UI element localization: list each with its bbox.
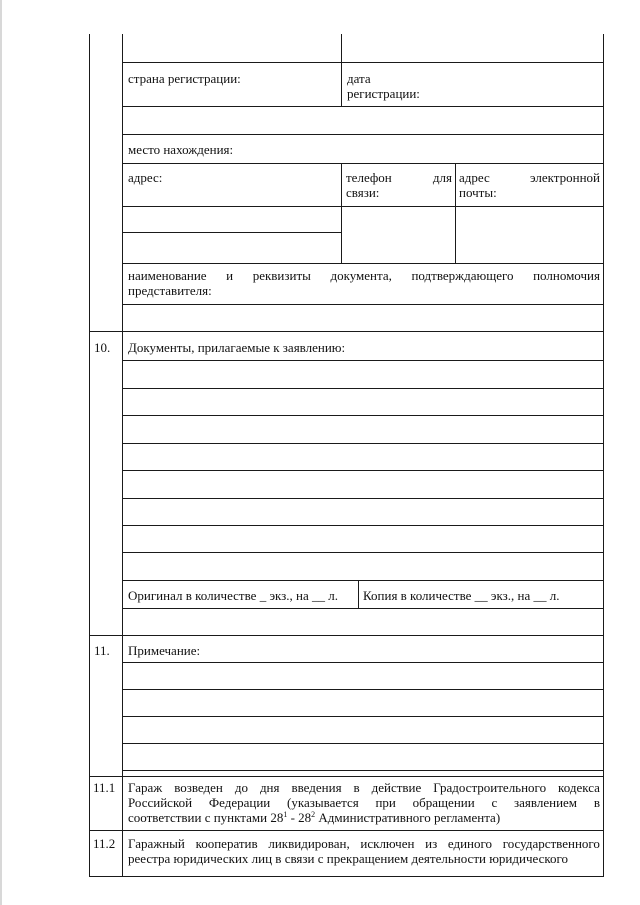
section-11-2-number: 11.2 [93, 836, 116, 851]
row-line [122, 134, 603, 135]
section-11-label: Примечание: [128, 643, 201, 658]
location-label: место нахождения: [128, 142, 234, 157]
section-10-number: 10. [94, 340, 111, 355]
table-border-number-column [122, 34, 123, 877]
section-line [89, 776, 603, 777]
section-11-number: 11. [94, 643, 110, 658]
row-line [122, 62, 603, 63]
row-line [122, 304, 603, 305]
cell-divider [341, 163, 342, 263]
cell-divider [341, 34, 342, 106]
row-line [122, 552, 603, 553]
row-line [122, 388, 603, 389]
row-line [122, 206, 603, 207]
original-count-field: Оригинал в количестве _ экз., на __ л. [128, 588, 339, 603]
row-line [122, 470, 603, 471]
row-line [122, 525, 603, 526]
row-line [122, 163, 603, 164]
row-line [122, 716, 603, 717]
row-line [122, 608, 603, 609]
row-line [122, 106, 603, 107]
row-line [122, 415, 603, 416]
section-line [89, 331, 603, 332]
authority-document-label: наименование и реквизиты документа, подтверждающего полномочия представителя: [128, 268, 600, 298]
section-11-2-text: Гаражный кооператив ликвидирован, исключен из единого государственного реестра юридических лиц в связи с прекращением деятельности юридического [128, 836, 600, 866]
registration-country-label: страна регистрации: [128, 71, 241, 86]
phone-label: телефон для связи: [346, 170, 452, 200]
section-10-label: Документы, прилагаемые к заявлению: [128, 340, 346, 355]
row-line [122, 443, 603, 444]
row-line [122, 498, 603, 499]
page-edge [0, 0, 2, 905]
row-line [122, 580, 603, 581]
table-border-bottom [89, 876, 603, 877]
row-line [122, 689, 603, 690]
table-border-right [603, 34, 604, 877]
row-line [122, 770, 603, 771]
section-line [89, 635, 603, 636]
row-line [122, 360, 603, 361]
section-11-1-text: Гараж возведен до дня введения в действие Градостроительного кодекса Российской Федерации (указывается при обращении с заявлением в соответствии с пунктами $28^1 - 28^2$ Административного регламента) [128, 780, 600, 825]
row-line [122, 743, 603, 744]
section-11-1-number: 11.1 [93, 780, 116, 795]
email-label: адрес электронной почты: [459, 170, 600, 200]
copy-count-field: Копия в количестве __ экз., на __ л. [363, 588, 560, 603]
registration-date-label: дата регистрации: [347, 71, 420, 101]
address-label: адрес: [128, 170, 163, 185]
row-line [122, 263, 603, 264]
table-border-left [89, 34, 90, 877]
row-line [122, 232, 341, 233]
cell-divider [455, 163, 456, 263]
row-line [122, 662, 603, 663]
section-line [89, 830, 603, 831]
cell-divider [358, 580, 359, 608]
